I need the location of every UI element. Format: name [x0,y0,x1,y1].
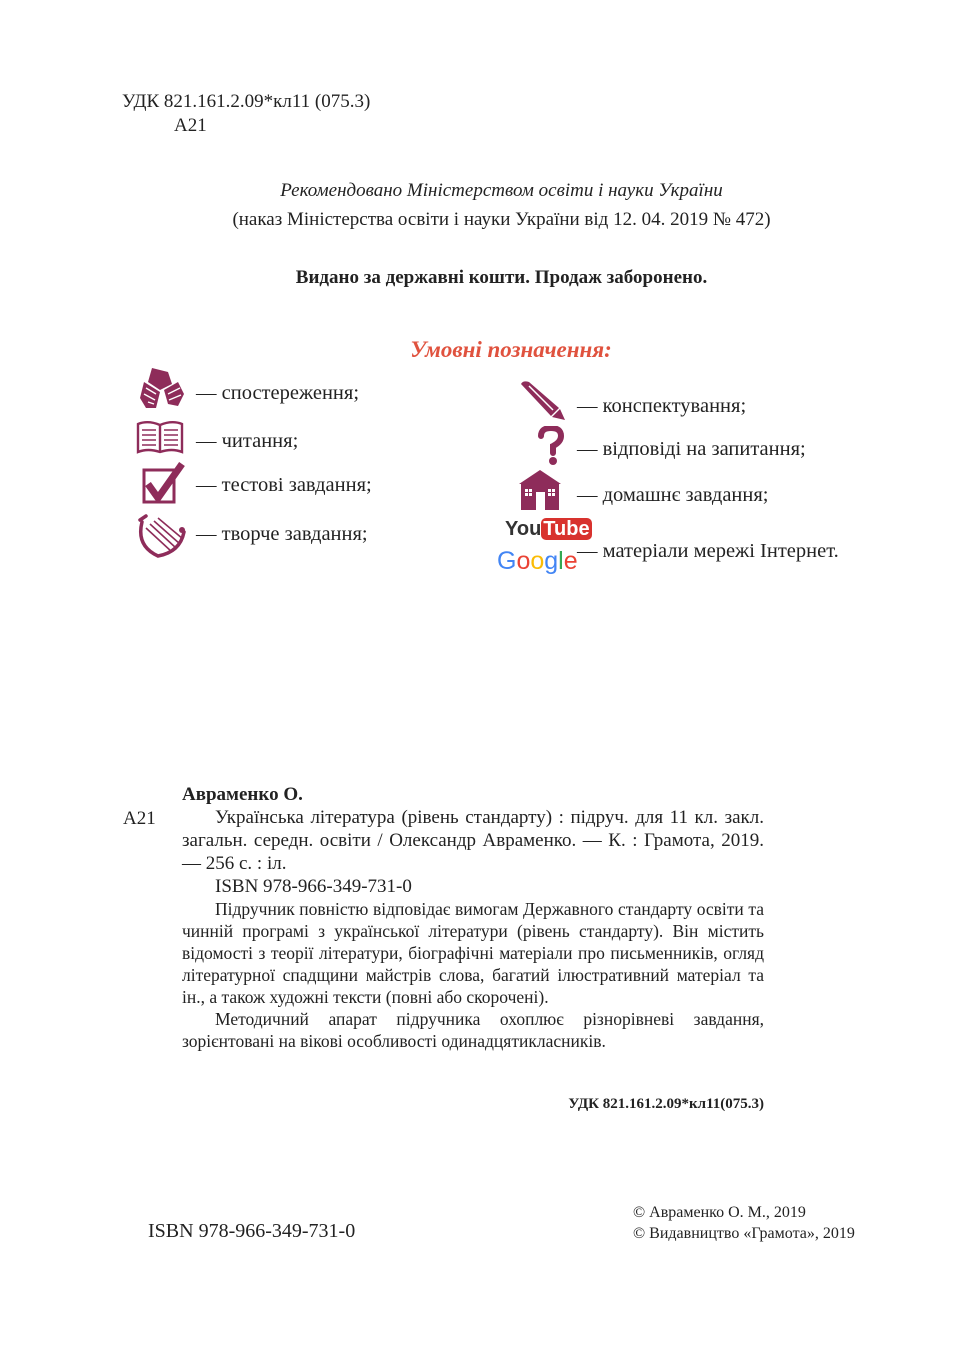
legend-title: Умовні позначення: [410,337,612,362]
legend-note-taking: — конспектування; [577,395,747,417]
recommendation-line1: Рекомендовано Міністерством освіти і науки України [280,180,723,201]
header-udk [122,90,370,138]
copyright [633,1202,855,1244]
legend-reading: — читання; [196,430,299,452]
bib-description-1: Підручник повністю відповідає вимогам Державного стандарту освіти та чинній програмі з української літератури (рівень стандарту). Він містить відомості з теорії літератури, біографічні матеріали про письменників, огляд літературної спадщини майстрів слова, багатий ілюстративний матеріал та ін., а також художні тексти (повні або скорочені). [182,899,764,1007]
question-mark-icon [537,426,565,466]
footer-isbn: ISBN 978-966-349-731-0 [148,1220,356,1242]
bib-author: Авраменко О. [182,784,303,805]
legend-answers: — відповіді на запитання; [577,438,806,460]
house-icon [515,468,565,510]
legend-homework: — домашнє завдання; [577,484,769,506]
author-mark: А21 [174,115,207,136]
copyright-author: © Авраменко О. М., 2019 [633,1204,806,1221]
google-logo: Google [497,547,578,575]
legend-creative-task: — творче завдання; [196,523,368,545]
bibliographic-entry [182,783,764,1052]
bib-side-mark: А21 [123,808,156,829]
recommendation [0,176,963,234]
lyre-icon [136,512,188,560]
checkbox-icon [140,462,186,506]
open-book-icon [136,420,184,456]
bib-description-2: Методичний апарат підручника охоплює різнорівневі завдання, зорієнтовані на вікові особливості одинадцятикласників. [182,1009,764,1051]
state-funds-notice: Видано за державні кошти. Продаж заборонено. [295,267,708,288]
pen-icon [519,380,567,424]
legend-test-tasks: — тестові завдання; [196,474,372,496]
udk-code: УДК 821.161.2.09*кл11 (075.3) [122,91,371,112]
binoculars-icon [138,364,186,412]
legend-observation: — спостереження; [196,382,360,404]
bib-entry: Українська література (рівень стандарту) : підруч. для 11 кл. закл. загальн. середн. освіти / Олександр Авраменко. — К. : Грамота, 2019. — 256 с. : іл. [182,807,764,874]
youtube-logo: You Tube [505,518,590,540]
recommendation-line2: (наказ Міністерства освіти і науки України від 12. 04. 2019 № 472) [232,209,771,230]
legend-internet: — матеріали мережі Інтернет. [577,540,839,562]
bib-isbn: ISBN 978-966-349-731-0 [215,876,412,897]
bib-udk: УДК 821.161.2.09*кл11(075.3) [568,1096,764,1112]
copyright-publisher: © Видавництво «Грамота», 2019 [633,1225,855,1242]
